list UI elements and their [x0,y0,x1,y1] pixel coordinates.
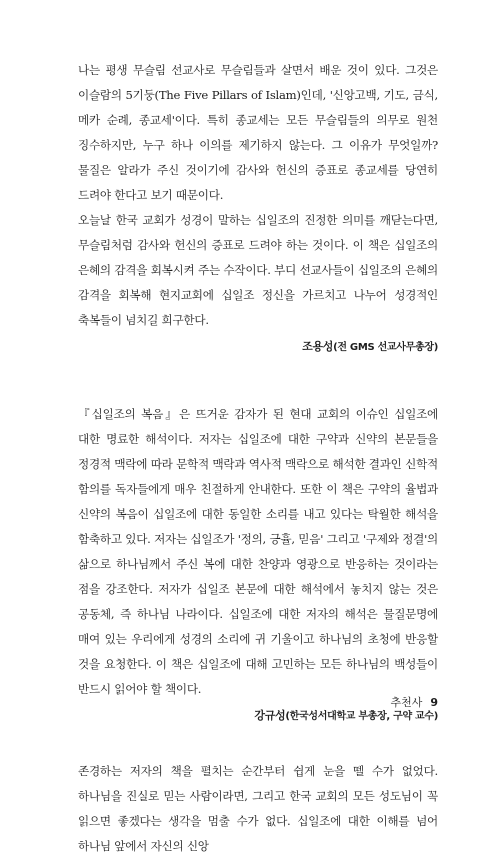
endorsement-2-signature [78,704,438,729]
endorsement-1-paragraph-1: 나는 평생 무슬림 선교사로 무슬림들과 살면서 배운 것이 있다. 그것은 이슬람의 5기둥(The Five Pillars of Islam)인데, '신앙고백, 기도, 금식, 메카 순례, 종교세'이다. 특히 종교세는 모든 무슬림들의 의무로 원천 징수하지만, 누구 하나 이의를 제기하지 않는다. 그 이유가 무엇일까? 물질은 알라가 주신 것이기에 감사와 헌신의 증표로 종교세를 당연히 드려야 한다고 보기 때문이다. [78,63,438,202]
page-content [78,58,438,859]
section-spacer [78,360,438,402]
running-footer-title: 추천사 [390,696,423,709]
endorser-affiliation: (한국성서대학교 부총장, 구약 교수) [285,711,438,722]
endorsement-2 [78,402,438,729]
endorsement-1-paragraph-2: 오늘날 한국 교회가 성경이 말하는 십일조의 진정한 의미를 깨닫는다면, 무슬림처럼 감사와 헌신의 증표로 드려야 하는 것이다. 이 책은 십일조의 은혜의 감격을 회복시켜 주는 수작이다. 부디 선교사들이 십일조의 은혜의 감격을 회복해 현지교회에 십일조 정신을 가르치고 나누어 성경적인 축복들이 넘치길 희구한다. [78,213,438,327]
endorsement-3 [78,759,438,859]
endorser-name: 조용성 [302,340,334,353]
endorser-name: 강규성 [254,709,286,722]
page-footer [390,694,438,710]
endorsement-2-paragraph-1: 『십일조의 복음』은 뜨거운 감자가 된 현대 교회의 이슈인 십일조에 대한 명료한 해석이다. 저자는 십일조에 대한 구약과 신약의 본문들을 정경적 맥락에 따라 문학적 맥락과 역사적 맥락으로 해석한 결과인 신학적 함의를 독자들에게 매우 친절하게 안내한다. 또한 이 책은 구약의 율법과 신약의 복음이 십일조에 대한 동일한 소리를 내고 있다는 탁월한 해석을 함축하고 있다. 저자는 십일조가 '정의, 긍휼, 믿음' 그리고 '구제와 정결'의 삶으로 하나님께서 주신 복에 대한 찬양과 영광으로 반응하는 것이라는 점을 강조한다. 저자가 십일조 본문에 대한 해석에서 놓치지 않는 것은 공동체, 즉 하나님 나라이다. 십일조에 대한 저자의 해석은 물질문명에 매여 있는 우리에게 성경의 소리에 귀 기울이고 하나님의 초청에 반응할 것을 요청한다. 이 책은 십일조에 대해 고민하는 모든 하나님의 백성들이 반드시 읽어야 할 책이다. [78,407,438,696]
section-spacer [78,729,438,759]
endorsement-3-paragraph-1: 존경하는 저자의 책을 펼치는 순간부터 쉽게 눈을 뗄 수가 없었다. 하나님을 진실로 믿는 사람이라면, 그리고 한국 교회의 모든 성도님이 꼭 읽으면 좋겠다는 생각을 멈출 수가 없다. 십일조에 대한 이해를 넘어 하나님 앞에서 자신의 신앙 [78,764,438,853]
page-number: 9 [430,696,438,709]
endorsement-1 [78,58,438,360]
endorser-affiliation: (전 GMS 선교사무총장) [333,342,438,353]
endorsement-1-signature [78,335,438,360]
